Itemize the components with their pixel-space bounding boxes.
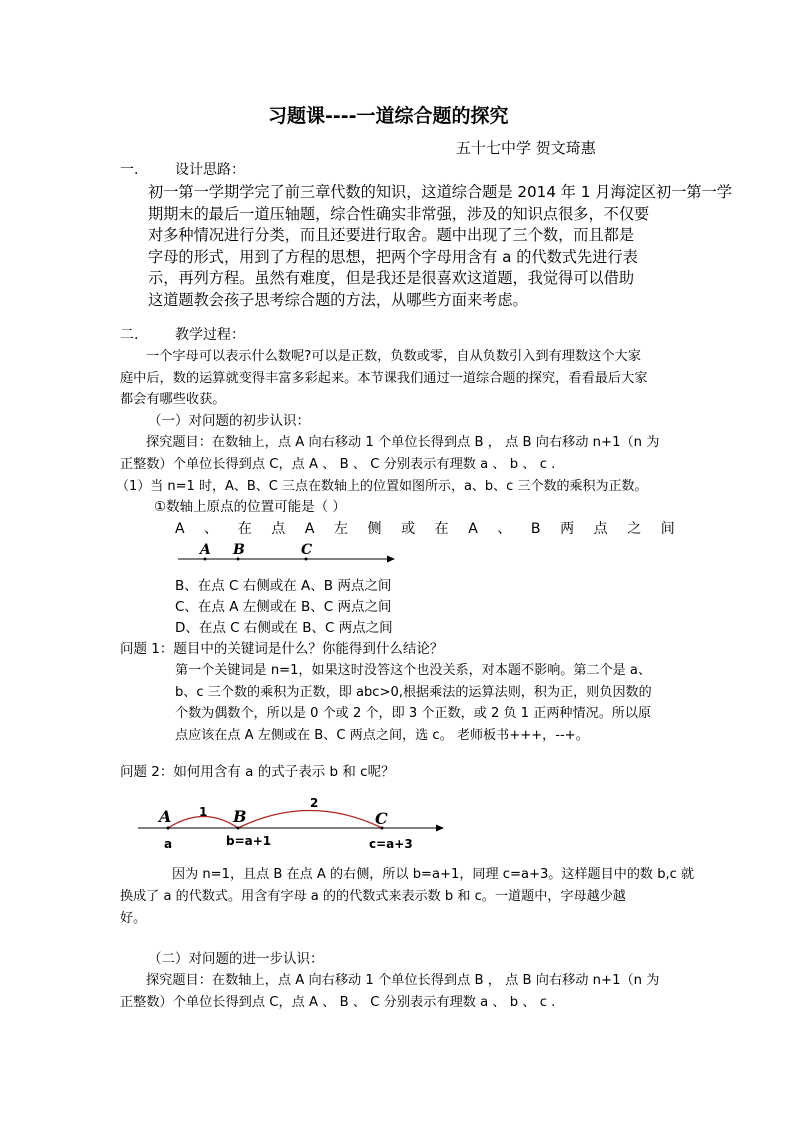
answer-line: 好。: [120, 911, 147, 926]
part1-heading: （一）对问题的初步认识：: [148, 413, 310, 429]
answer-line: b、c 三个数的乘积为正数，即 abc>0,根据乘法的运算法则，积为正，则负因数的: [175, 684, 652, 700]
problem1-body: [120, 432, 659, 476]
section1-heading: 设计思路：: [175, 162, 245, 178]
section1-line: 示，再列方程。虽然有难度，但是我还是很喜欢这道题，我觉得可以借助: [148, 269, 634, 287]
question-1-sub: ①数轴上原点的位置可能是（ ）: [154, 499, 346, 515]
point-a-label-2: A: [159, 807, 172, 826]
answer-line: 点应该在点 A 左侧或在 B、C 两点之间，选 c。 老师板书+++，--+。: [175, 727, 589, 743]
intro-line: 庭中后，数的运算就变得丰富多彩起来。本节课我们通过一道综合题的探究，看看最后大家: [120, 370, 648, 386]
problem-line: 正整数）个单位长得到点 C，点 A 、 B 、 C 分别表示有理数 a 、 b 、 c .: [120, 995, 556, 1010]
option-d: D、在点 C 右侧或在 B、C 两点之间: [175, 620, 393, 636]
problem-line: 探究题目：在数轴上，点 A 向右移动 1 个单位长得到点 B ， 点 B 向右移动 n+1（n 为: [146, 435, 660, 450]
section1-line: 期期末的最后一道压轴题，综合性确实非常强，涉及的知识点很多，不仅要: [148, 204, 650, 223]
question-1-text: （1）当 n=1 时，A、B、C 三点在数轴上的位置如图所示，a、b、c 三个数的乘积为正数。: [116, 479, 648, 494]
point-b-label-2: B: [233, 807, 247, 826]
option-a: A 、 在 点 A 左 侧 或 在 A 、 B 两 点 之 间: [175, 521, 675, 537]
intro-line: 一个字母可以表示什么数呢?可以是正数，负数或零，自从负数引入到有理数这个大家: [146, 349, 641, 364]
section1-body: [148, 182, 732, 311]
section2-number: 二.: [120, 327, 139, 343]
problem-line: 正整数）个单位长得到点 C，点 A 、 B 、 C 分别表示有理数 a 、 b 、 c .: [120, 457, 556, 472]
value-b-label: b=a+1: [226, 834, 272, 848]
section1-line: 这道题教会孩子思考综合题的方法，从哪些方面来考虑。: [148, 290, 528, 309]
answer-1-body: [175, 660, 652, 746]
answer-line: 因为 n=1，且点 B 在点 A 的右侧，所以 b=a+1，同理 c=a+3。这样题目中的数 b,c 就: [172, 867, 695, 882]
intro-line: 都会有哪些收获。: [120, 392, 226, 407]
section2-heading: 教学过程：: [175, 327, 245, 343]
answer-line: 个数为偶数个，所以是 0 个或 2 个，即 3 个正数，或 2 负 1 正两种情况。所以原: [175, 706, 652, 721]
author-line: 五十七中学 贺文琦惠: [456, 139, 596, 157]
value-a-label: a: [164, 837, 173, 851]
intro-body: [120, 346, 648, 411]
option-b: B、在点 C 右侧或在 A、B 两点之间: [175, 578, 392, 594]
question-1-heading: 问题 1：题目中的关键词是什么？你能得到什么结论？: [120, 641, 444, 657]
part2-heading: （二）对问题的进一步认识：: [148, 951, 324, 967]
question-2-heading: 问题 2：如何用含有 a 的式子表示 b 和 c呢？: [120, 764, 395, 780]
answer-line: 换成了 a 的代数式。用含有字母 a 的的代数式来表示数 b 和 c。一道题中，字母越少越: [120, 889, 626, 904]
point-c-label-2: C: [375, 809, 388, 828]
answer-line: 第一个关键词是 n=1，如果这时没答这个也没关系，对本题不影响。第二个是 a、: [175, 663, 652, 678]
point-c-label: C: [301, 542, 313, 558]
point-b-label: B: [233, 542, 245, 558]
option-c: C、在点 A 左侧或在 B、C 两点之间: [175, 599, 392, 615]
arc-2-label: 2: [310, 796, 319, 810]
section1-number: 一.: [120, 162, 139, 178]
page-title: 习题课----一道综合题的探究: [268, 105, 509, 127]
value-c-label: c=a+3: [369, 837, 413, 851]
problem2-body: [120, 970, 659, 1014]
section1-line: 对多种情况进行分类，而且还要进行取舍。题中出现了三个数，而且都是: [148, 226, 634, 244]
point-a-label: A: [200, 542, 211, 558]
arc-1-label: 1: [199, 805, 208, 819]
section1-line: 初一第一学期学完了前三章代数的知识，这道综合题是 2014 年 1 月海淀区初一第一学: [148, 183, 732, 201]
problem-line: 探究题目：在数轴上，点 A 向右移动 1 个单位长得到点 B ， 点 B 向右移动 n+1（n 为: [146, 973, 660, 988]
answer-2-body: [120, 864, 694, 930]
section1-line: 字母的形式，用到了方程的思想，把两个字母用含有 a 的代数式先进行表: [148, 247, 638, 266]
